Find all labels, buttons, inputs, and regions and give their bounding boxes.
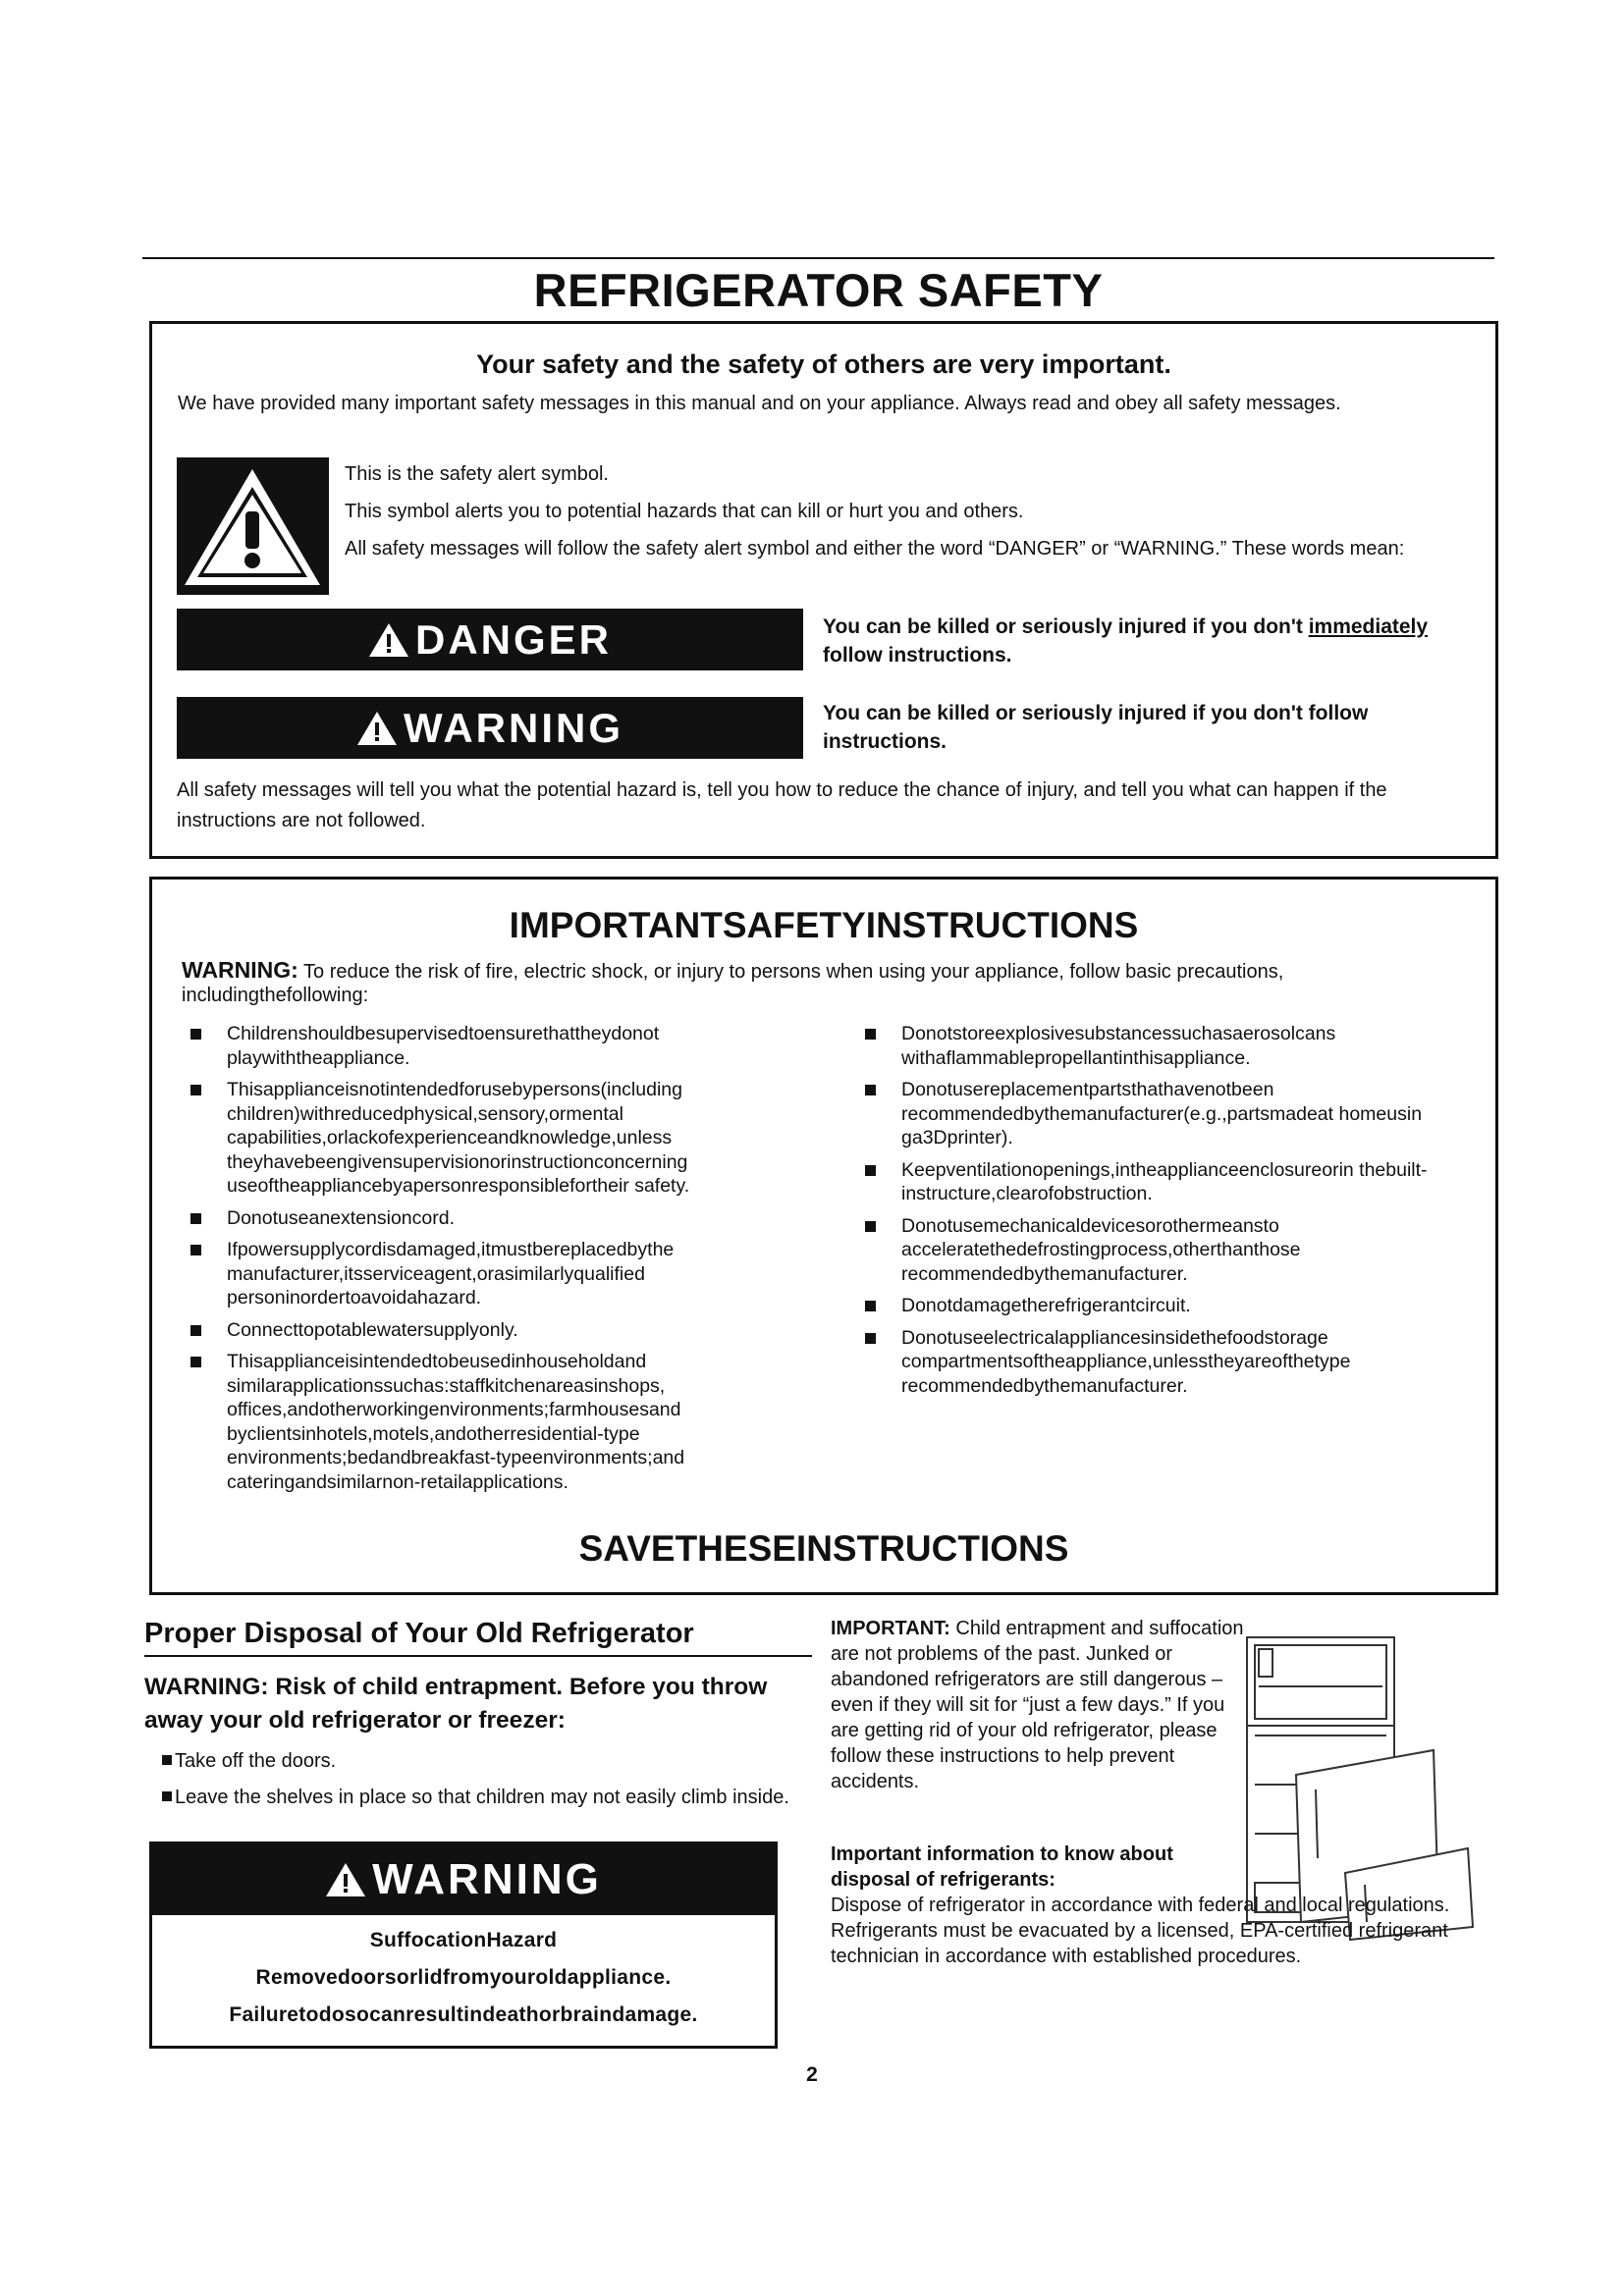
save-instructions-heading: SAVETHESEINSTRUCTIONS [578,1528,1069,1569]
alert-line: This symbol alerts you to potential hazards that can kill or hurt you and others. [345,501,1024,522]
alert-symbol-explanation [345,459,1474,571]
bullet-icon [190,1245,201,1255]
important-note [831,1616,1253,1794]
bullet-icon [162,1791,172,1801]
list-item [188,1318,757,1343]
list-item [862,1022,1441,1070]
list-item-text: Donotdamagetherefrigerantcircuit. [901,1295,1191,1316]
top-rule [142,257,1494,259]
warning-triangle-icon [368,622,409,658]
bullet-icon [162,1755,172,1765]
list-item [162,1748,790,1774]
safety-subtitle: Your safety and the safety of others are very important. [476,349,1171,379]
disposal-warning: WARNING: Risk of child entrapment. Before you throw away your old refrigerator or freezer: [144,1674,768,1734]
suffocation-warning-box [149,1842,778,2049]
instructions-warning-intro [182,958,1468,1007]
bullet-icon [865,1085,876,1095]
list-item [862,1078,1441,1150]
safety-box-footer: All safety messages will tell you what the potential hazard is, tell you how to reduce the chance of injury, and tell you what can happen if the instructions are not followed. [177,779,1387,831]
list-item [188,1206,757,1231]
bullet-icon [190,1357,201,1367]
list-item-text: Donotusereplacementpartsthathavenotbeen recommendedbythemanufacturer(e.g.,partsmadeat homeusin ga3Dprinter). [901,1079,1423,1148]
alert-line: All safety messages will follow the safety alert symbol and either the word “DANGER” or “WARNING.” These words mean: [345,538,1405,560]
disposal-title: Proper Disposal of Your Old Refrigerator [144,1618,694,1649]
safety-alert-icon [177,457,329,595]
list-item-text: Connecttopotablewatersupplyonly. [227,1318,518,1341]
list-item [862,1326,1441,1399]
instructions-right-column [862,1022,1441,1406]
page-number: 2 [806,2063,818,2086]
danger-desc-emphasis: immediately [1308,615,1429,638]
bullet-icon [190,1213,201,1224]
hazard-instruction: Removedoorsorlidfromyouroldappliance. [255,1966,672,1989]
danger-description [823,613,1490,669]
list-item-text: Ifpowersupplycordisdamaged,itmustbereplacedbythe manufacturer,itsserviceagent,orasimilarlyqualified personinordertoavoidahazard. [227,1239,675,1308]
warning-signal-bar [177,697,803,759]
list-item [162,1785,790,1810]
list-item [862,1294,1441,1318]
bullet-icon [865,1333,876,1344]
list-item-text: Thisapplianceisintendedtobeusedinhouseholdand similarapplicationssuchas:staffkitchenareasinshops, offices,andotherworkingenvironments;farmhousesand byclientsinhotels,motels,andotherresidential-type environments;bedandbreakfast-typeenvironments;and cateringandsimilarnon-retailapplications. [227,1351,685,1493]
list-item-text: Take off the doors. [175,1750,337,1772]
safety-intro: We have provided many important safety messages in this manual and on your appliance. Always read and obey all safety messages. [178,393,1341,414]
danger-desc-text-end: follow instructions. [823,644,1012,667]
list-item-text: Thisapplianceisnotintendedforusebypersons(including children)withreducedphysical,sensory,ormental capabilities,orlackofexperienceandknowledge,unless theyhavebeengivensupervisionorinstructionconcerning useoftheappliancebyapersonresponsiblefortheir safety. [227,1079,690,1197]
list-item [188,1238,757,1310]
list-item-text: Keepventilationopenings,intheapplianceenclosureorin thebuilt-instructure,clearofobstruction. [901,1158,1428,1204]
refrigerant-info-title: Important information to know about disposal of refrigerants: [831,1843,1173,1891]
list-item [862,1214,1441,1287]
refrigerant-info-text [831,1893,1498,1969]
bullet-icon [865,1301,876,1311]
warning-label: WARNING [372,1855,602,1903]
disposal-rule [144,1655,812,1657]
list-item [862,1158,1441,1206]
danger-label: DANGER [414,615,612,663]
bullet-icon [865,1221,876,1232]
bullet-icon [190,1085,201,1095]
warning-label: WARNING [404,704,623,751]
list-item-text: Donotuseelectricalappliancesinsidethefoodstorage compartmentsoftheappliance,unlesstheyareofthetype recommendedbythemanufacturer. [901,1326,1351,1397]
bullet-icon [865,1165,876,1176]
list-item-text: Leave the shelves in place so that children may not easily climb inside. [175,1787,789,1808]
bullet-icon [190,1029,201,1040]
bullet-icon [865,1029,876,1040]
list-item-text: Donotuseanextensioncord. [227,1206,455,1229]
warning-text: To reduce the risk of fire, electric shock, or injury to persons when using your appliance, follow basic precautions, includingthefollowing: [182,961,1284,1006]
important-text: Child entrapment and suffocation are not problems of the past. Junked or abandoned refrigerators are still dangerous – even if they will sit for “just a few days.” If you are getting rid of your old refrigerator, please follow these instructions to help prevent accidents. [831,1618,1244,1792]
list-item [188,1350,757,1494]
list-item-text: Childrenshouldbesupervisedtoensurethattheydonot playwiththeappliance. [227,1023,660,1069]
danger-desc-text: You can be killed or seriously injured if you don't [823,615,1309,638]
hazard-consequence: Failuretodosocanresultindeathorbraindamage. [229,2003,698,2026]
list-item [188,1022,757,1070]
instructions-heading: IMPORTANTSAFETYINSTRUCTIONS [509,905,1139,945]
warning-signal-bar [152,1844,775,1915]
warning-label: WARNING: [182,957,298,983]
alert-line: This is the safety alert symbol. [345,463,609,485]
warning-triangle-icon [325,1862,366,1897]
bullet-icon [190,1325,201,1336]
list-item [188,1078,757,1199]
instructions-left-column [188,1022,757,1502]
hazard-title: SuffocationHazard [369,1929,558,1951]
list-item-text: Donotstoreexplosivesubstancessuchasaerosolcans withaflammablepropellantinthisappliance. [901,1023,1336,1069]
important-safety-instructions-box [149,877,1498,1595]
refrigerant-info [831,1842,1498,1969]
danger-signal-bar [177,609,803,670]
list-item-text: Donotusemechanicaldevicesorothermeansto acceleratethedefrostingprocess,otherthanthose recommendedbythemanufacturer. [901,1214,1301,1285]
page-title: REFRIGERATOR SAFETY [533,264,1104,316]
warning-triangle-icon [356,711,398,746]
refrigerant-info-body: Dispose of refrigerator in accordance with federal and local regulations. Refrigerants must be evacuated by a licensed, EPA-certified refrigerant technician in accordance with established procedures. [831,1895,1450,1967]
important-label: IMPORTANT: [831,1618,950,1639]
warning-description: You can be killed or seriously injured if you don't follow instructions. [823,702,1369,753]
